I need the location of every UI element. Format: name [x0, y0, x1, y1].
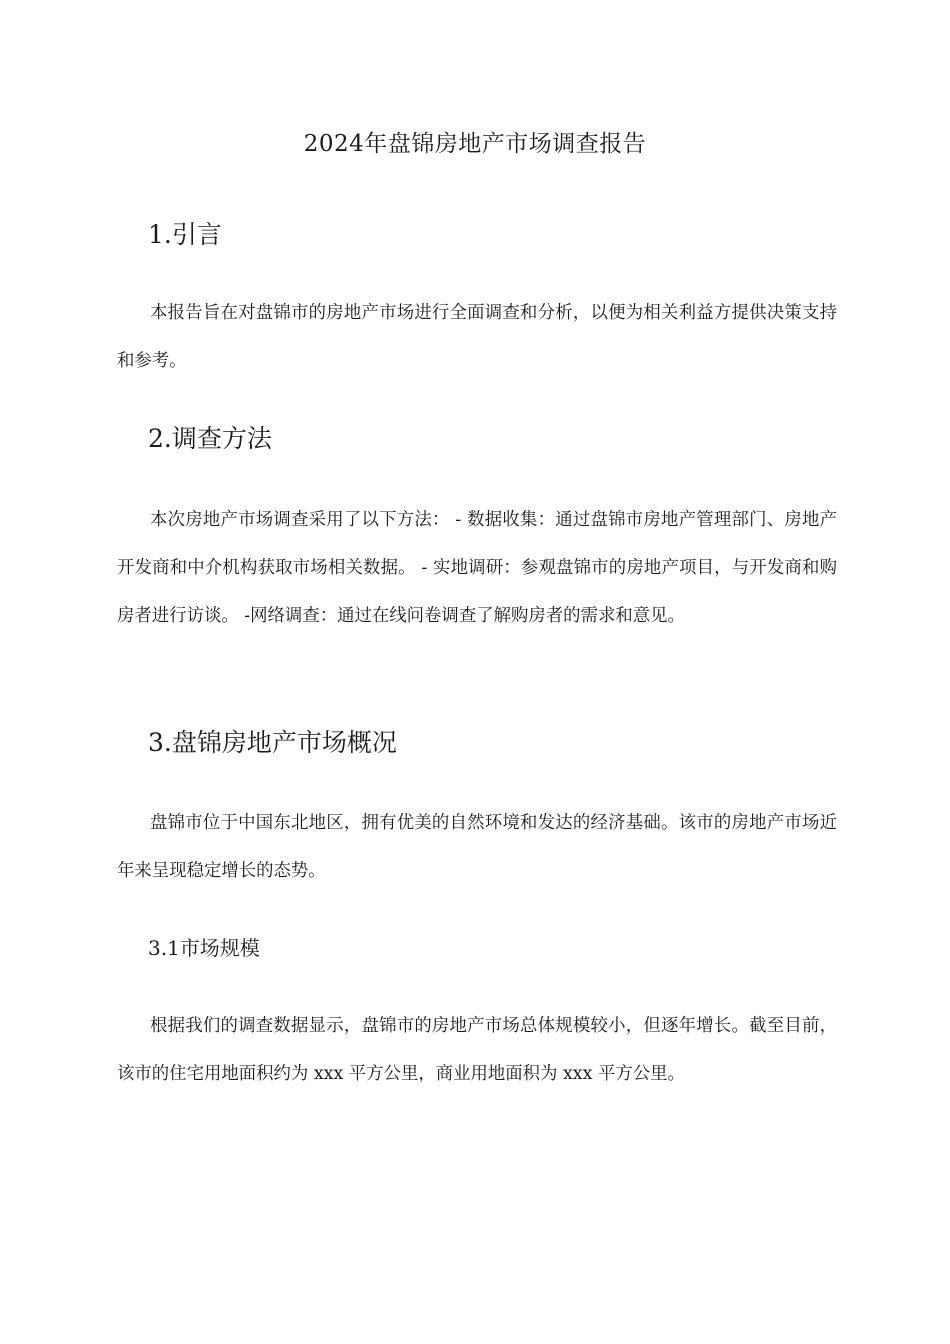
document-title: 2024年盘锦房地产市场调查报告: [303, 131, 647, 157]
subsection-paragraph-market-size: 根据我们的调查数据显示，盘锦市的房地产市场总体规模较小，但逐年增长。截至目前，该市的住宅用地面积约为 xxx 平方公里，商业用地面积为 xxx 平方公里。: [117, 1016, 837, 1084]
section-heading-methods: 2.调查方法: [148, 424, 272, 453]
section-paragraph-introduction: 本报告旨在对盘锦市的房地产市场进行全面调查和分析，以便为相关利益方提供决策支持和参考。: [117, 303, 837, 371]
section-heading-market-overview: 3.盘锦房地产市场概况: [148, 728, 397, 757]
section-paragraph-methods: 本次房地产市场调查采用了以下方法： - 数据收集：通过盘锦市房地产管理部门、房地产开发商和中介机构获取市场相关数据。 - 实地调研：参观盘锦市的房地产项目，与开发商和购房者进行访谈。 -网络调查：通过在线问卷调查了解购房者的需求和意见。: [117, 510, 837, 626]
section-paragraph-market-overview: 盘锦市位于中国东北地区，拥有优美的自然环境和发达的经济基础。该市的房地产市场近年来呈现稳定增长的态势。: [117, 813, 837, 881]
subsection-heading-market-size: 3.1市场规模: [148, 936, 260, 960]
section-heading-introduction: 1.引言: [148, 220, 222, 249]
